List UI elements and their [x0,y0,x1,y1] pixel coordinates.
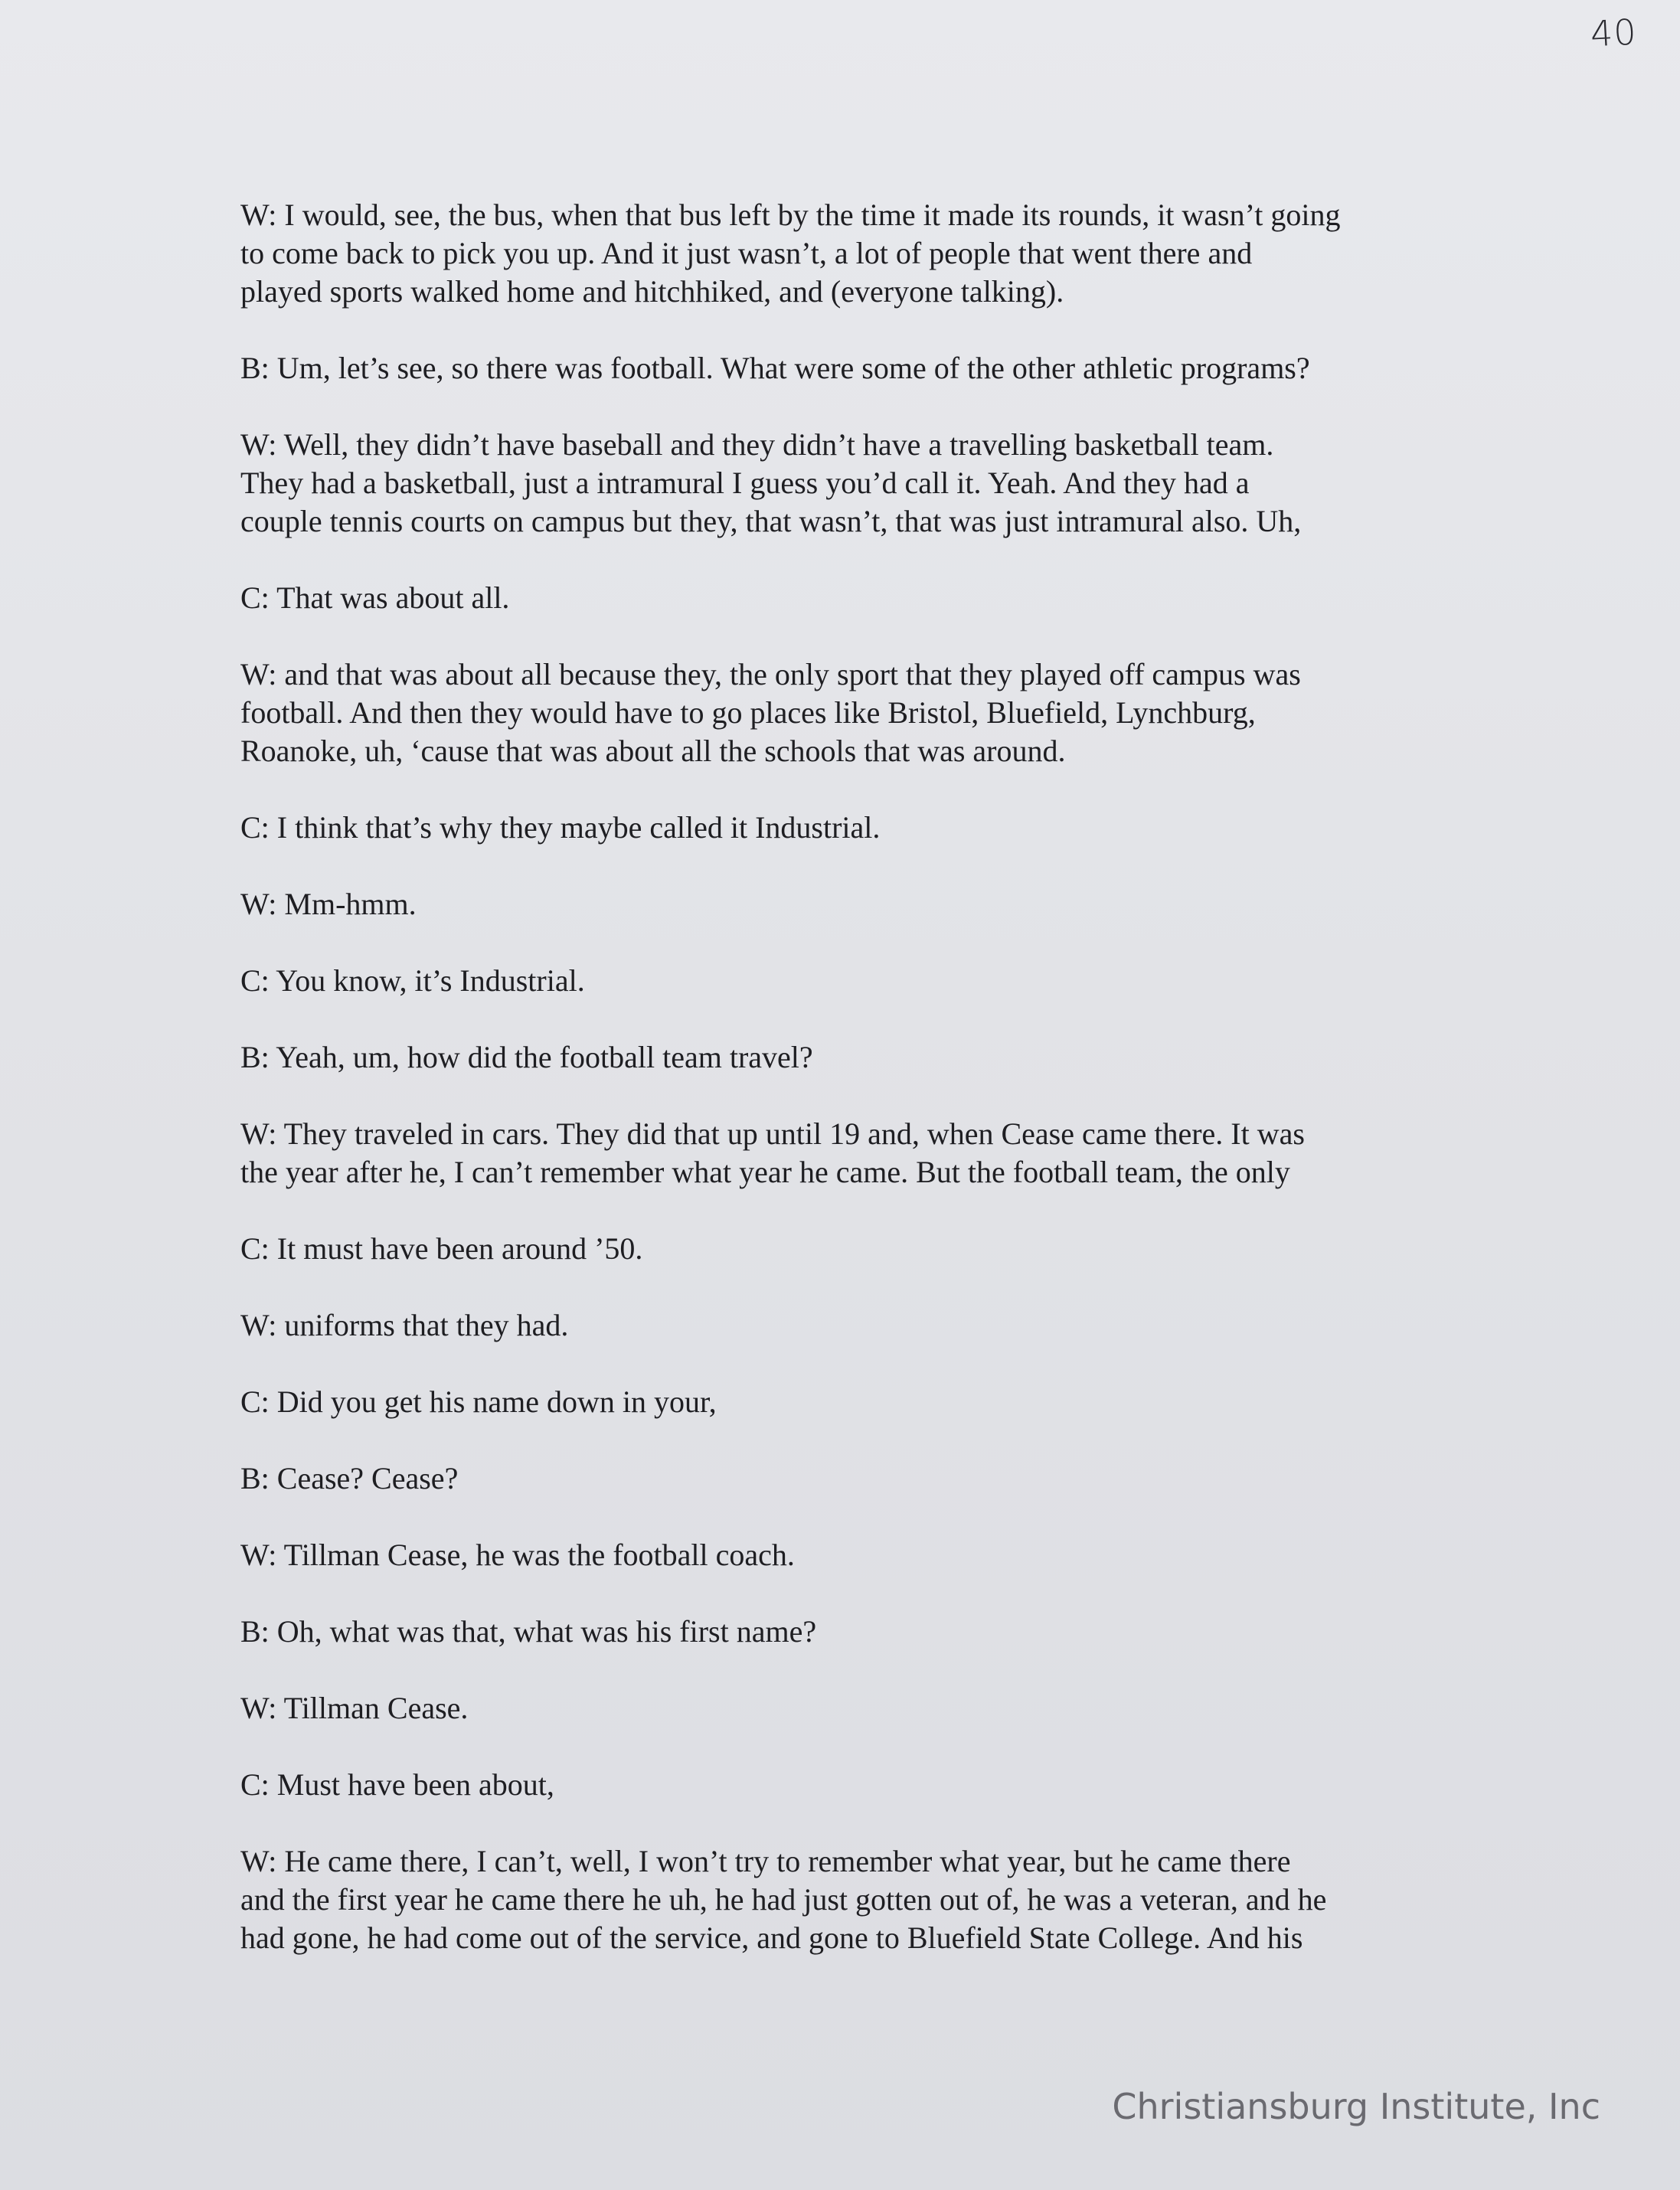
transcript-paragraph: W: Tillman Cease, he was the football coach. [240,1538,795,1572]
transcript-paragraph: W: and that was about all because they, the only sport that they played off campus was football. And then they would have to go places like Bristol, Bluefield, Lynchburg, Roanoke, uh, ‘cause that was about all the schools that was around. [240,657,1301,768]
transcript-paragraph: W: They traveled in cars. They did that up until 19 and, when Cease came there. It was the year after he, I can’t remember what year he came. But the football team, the only [240,1116,1305,1189]
transcript-paragraph: C: It must have been around ’50. [240,1231,643,1266]
transcript-paragraph: B: Um, let’s see, so there was football. What were some of the other athletic programs? [240,351,1310,385]
transcript-paragraph: W: Tillman Cease. [240,1691,469,1725]
transcript-paragraph: W: He came there, I can’t, well, I won’t try to remember what year, but he came there and the first year he came there he uh, he had just gotten out of, he was a veteran, and he had gone, he had come out of the service, and gone to Bluefield State College. And his [240,1844,1327,1955]
transcript-paragraph: C: Must have been about, [240,1767,554,1802]
transcript-paragraph: B: Cease? Cease? [240,1461,459,1495]
handwritten-page-number: 40 [1590,11,1639,55]
watermark-text: Christiansburg Institute, Inc [1112,2086,1600,2127]
transcript-paragraph: W: uniforms that they had. [240,1308,569,1342]
transcript-paragraph: C: That was about all. [240,580,510,615]
transcript-paragraph: C: Did you get his name down in your, [240,1384,717,1419]
transcript-paragraph: B: Yeah, um, how did the football team travel? [240,1040,813,1074]
transcript-paragraph: B: Oh, what was that, what was his first name? [240,1614,817,1649]
interview-transcript [240,196,1466,1996]
transcript-paragraph: W: Well, they didn’t have baseball and they didn’t have a travelling basketball team. They had a basketball, just a intramural I guess you’d call it. Yeah. And they had a couple tennis courts on campus but they, that wasn’t, that was just intramural also. Uh, [240,427,1302,538]
transcript-paragraph: C: I think that’s why they maybe called it Industrial. [240,810,881,845]
transcript-paragraph: W: Mm-hmm. [240,887,417,921]
transcript-paragraph: W: I would, see, the bus, when that bus left by the time it made its rounds, it wasn’t going to come back to pick you up. And it just wasn’t, a lot of people that went there and played sports walked home and hitchhiked, and (everyone talking). [240,198,1341,309]
transcript-paragraph: C: You know, it’s Industrial. [240,963,585,998]
